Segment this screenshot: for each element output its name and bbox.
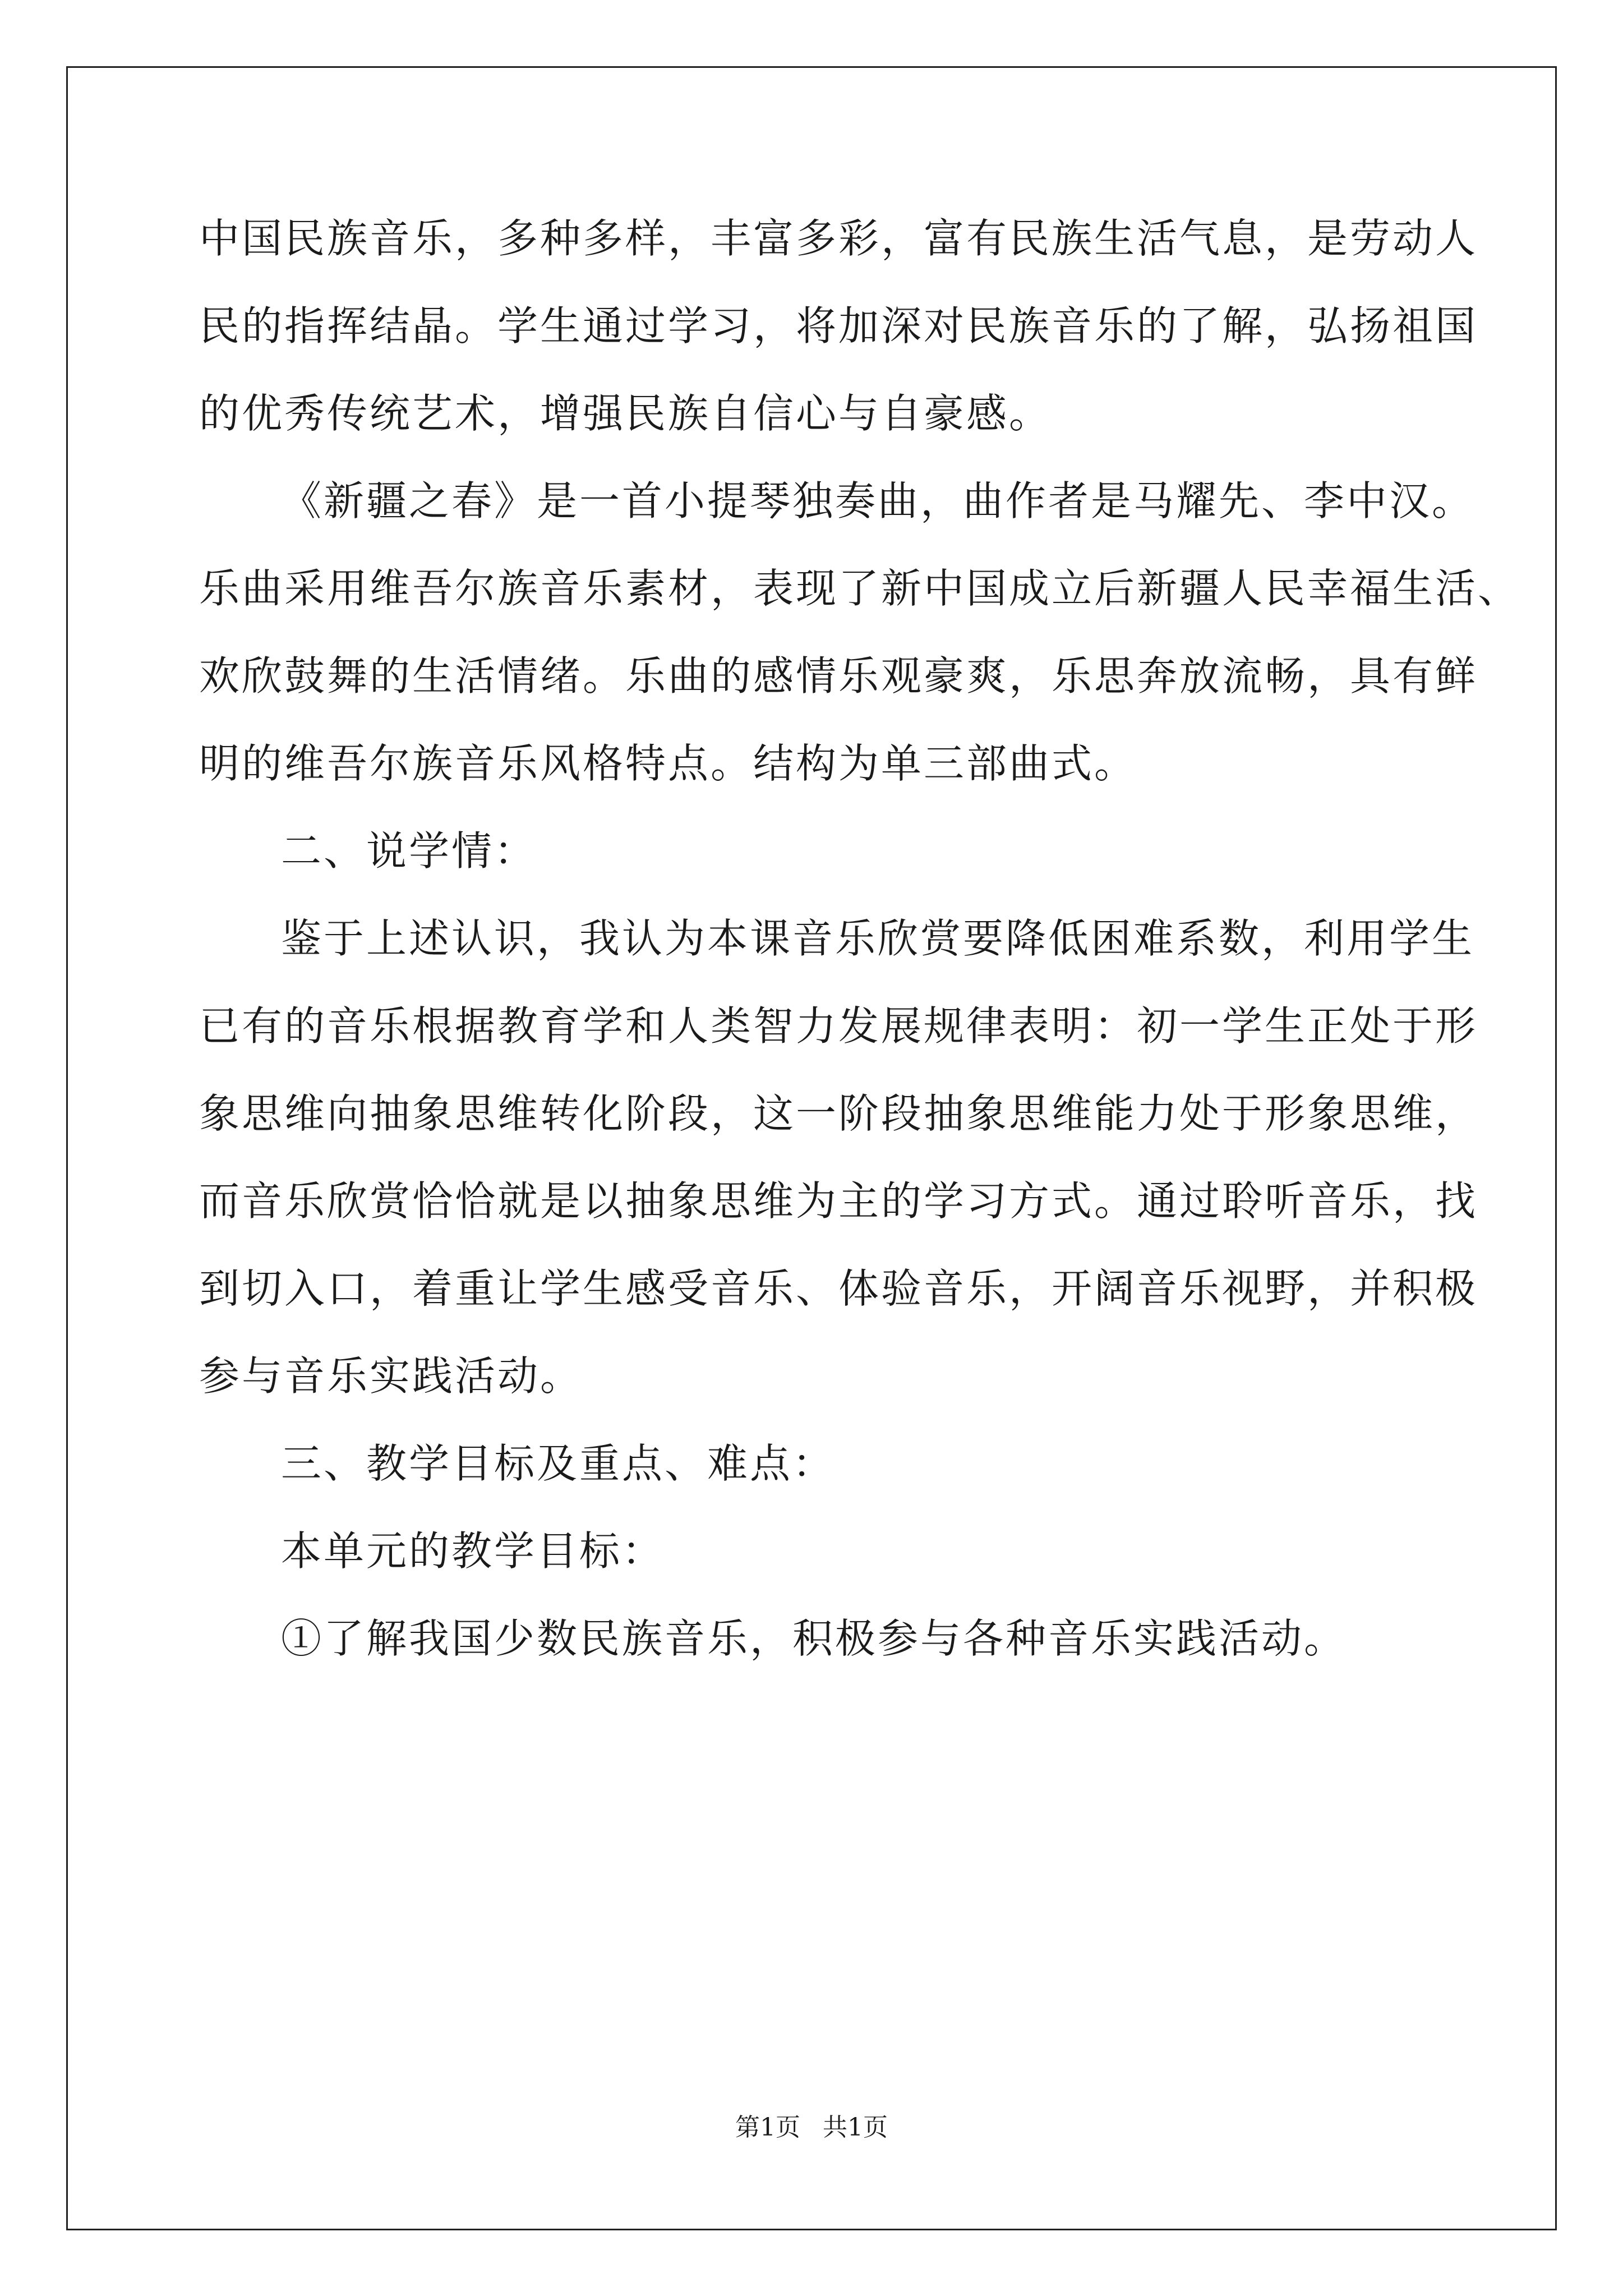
text-line: 已有的音乐根据教育学和人类智力发展规律表明：初一学生正处于形 bbox=[199, 1002, 1478, 1050]
text-line: 本单元的教学目标： bbox=[281, 1527, 665, 1575]
text-line: 欢欣鼓舞的生活情绪。乐曲的感情乐观豪爽，乐思奔放流畅，具有鲜 bbox=[199, 652, 1478, 700]
text-line: 而音乐欣赏恰恰就是以抽象思维为主的学习方式。通过聆听音乐，找 bbox=[199, 1177, 1478, 1225]
text-line: 民的指挥结晶。学生通过学习，将加深对民族音乐的了解，弘扬祖国 bbox=[199, 302, 1478, 349]
page-footer bbox=[0, 2112, 1623, 2143]
text-line: 明的维吾尔族音乐风格特点。结构为单三部曲式。 bbox=[199, 740, 1137, 787]
text-line: 中国民族音乐，多种多样，丰富多彩，富有民族生活气息，是劳动人 bbox=[199, 215, 1478, 262]
text-line: ①了解我国少数民族音乐，积极参与各种音乐实践活动。 bbox=[281, 1615, 1347, 1662]
text-line: 《新疆之春》是一首小提琴独奏曲，曲作者是马耀先、李中汉。 bbox=[281, 477, 1475, 524]
text-line: 到切入口，着重让学生感受音乐、体验音乐，开阔音乐视野，并积极 bbox=[199, 1265, 1478, 1312]
page-number: 第1页 bbox=[735, 2113, 800, 2142]
text-line: 参与音乐实践活动。 bbox=[199, 1352, 583, 1400]
text-line: 乐曲采用维吾尔族音乐素材，表现了新中国成立后新疆人民幸福生活、 bbox=[199, 565, 1521, 612]
section-heading: 二、说学情： bbox=[281, 827, 537, 875]
section-heading: 三、教学目标及重点、难点： bbox=[281, 1440, 836, 1487]
page-total: 共1页 bbox=[823, 2113, 888, 2142]
text-line: 鉴于上述认识，我认为本课音乐欣赏要降低困难系数，利用学生 bbox=[281, 915, 1475, 962]
text-line: 象思维向抽象思维转化阶段，这一阶段抽象思维能力处于形象思维， bbox=[199, 1090, 1478, 1137]
text-line: 的优秀传统艺术，增强民族自信心与自豪感。 bbox=[199, 390, 1052, 437]
